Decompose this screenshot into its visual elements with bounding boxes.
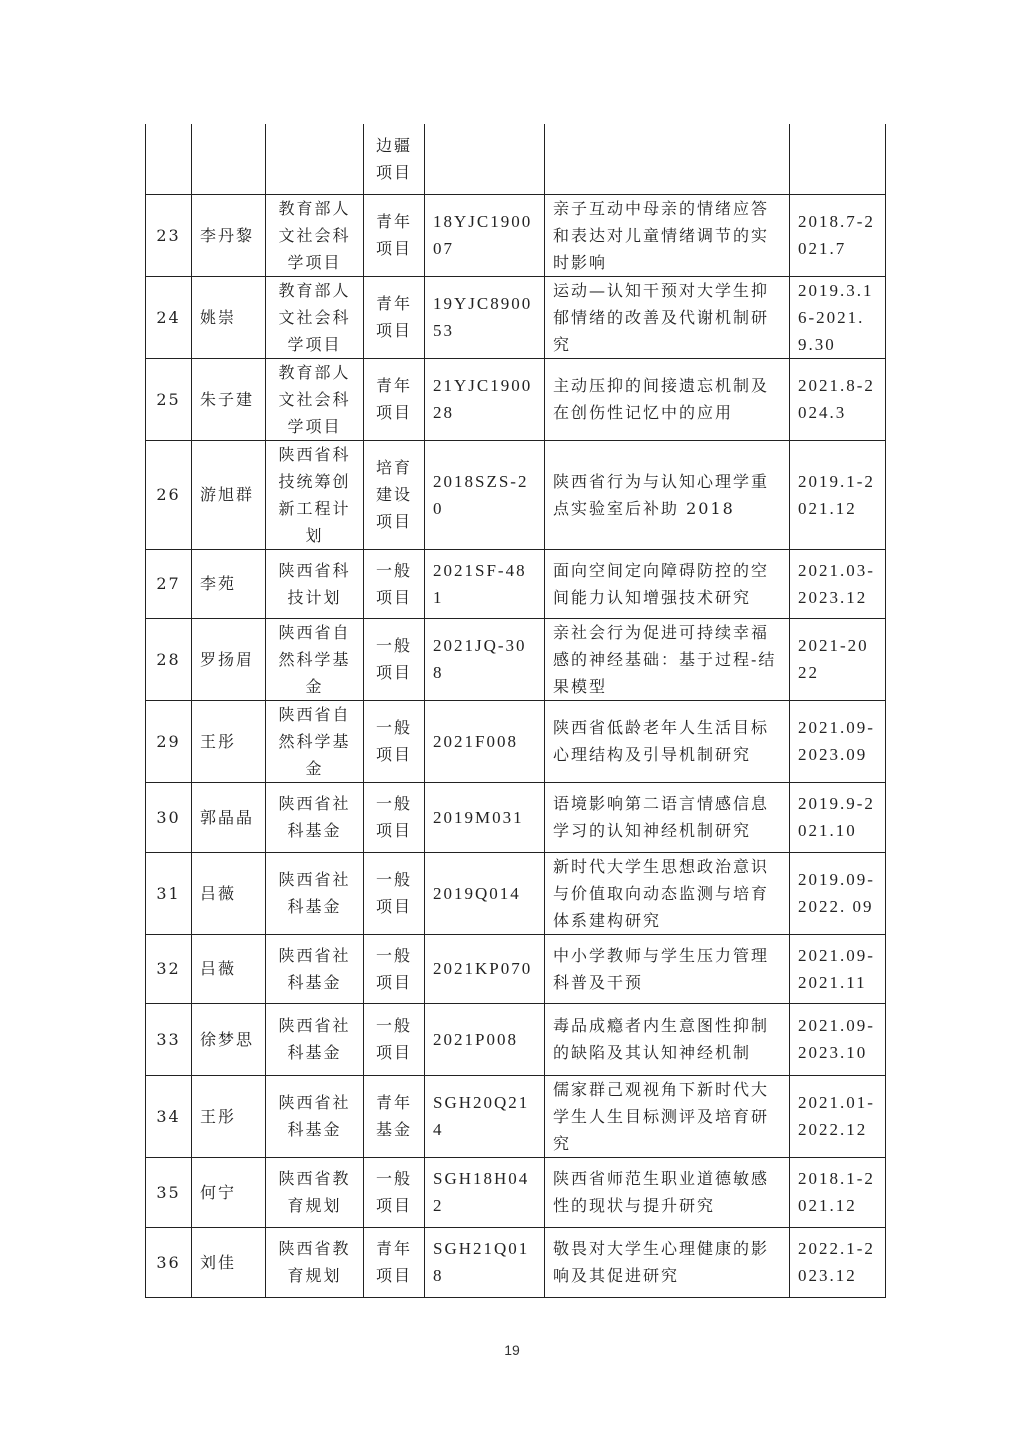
- table-row: [146, 852, 886, 934]
- project-title: 主动压抑的间接遗忘机制及在创伤性记忆中的应用: [545, 358, 790, 440]
- project-period: 2019.9-2021.10: [790, 782, 886, 852]
- project-period: 2019.1-2021.12: [790, 440, 886, 549]
- project-title: 中小学教师与学生压力管理科普及干预: [545, 934, 790, 1003]
- funding-source: 教育部人文社会科学项目: [266, 194, 364, 276]
- project-period: 2021.09-2021.11: [790, 934, 886, 1003]
- table-row: [146, 1227, 886, 1297]
- table-row: [146, 934, 886, 1003]
- row-number: 32: [146, 934, 192, 1003]
- project-period: 2021.8-2024.3: [790, 358, 886, 440]
- project-code: 2019Q014: [425, 852, 545, 934]
- project-code: 2021SF-481: [425, 549, 545, 618]
- leader-name: 徐梦思: [192, 1003, 266, 1075]
- project-code: 18YJC190007: [425, 194, 545, 276]
- project-type: 一般项目: [364, 852, 425, 934]
- row-number: 33: [146, 1003, 192, 1075]
- table-row: [146, 549, 886, 618]
- project-code: [425, 124, 545, 194]
- project-title: 亲社会行为促进可持续幸福感的神经基础：基于过程-结果模型: [545, 618, 790, 700]
- row-number: 31: [146, 852, 192, 934]
- project-period: 2021.03-2023.12: [790, 549, 886, 618]
- leader-name: 郭晶晶: [192, 782, 266, 852]
- project-title: 新时代大学生思想政治意识与价值取向动态监测与培育体系建构研究: [545, 852, 790, 934]
- project-title: 面向空间定向障碍防控的空间能力认知增强技术研究: [545, 549, 790, 618]
- project-code: 2021JQ-308: [425, 618, 545, 700]
- project-code: 21YJC190028: [425, 358, 545, 440]
- table-row: [146, 1157, 886, 1227]
- project-title: 毒品成瘾者内生意图性抑制的缺陷及其认知神经机制: [545, 1003, 790, 1075]
- funding-source: 陕西省社科基金: [266, 934, 364, 1003]
- leader-name: 罗扬眉: [192, 618, 266, 700]
- project-period: 2018.1-2021.12: [790, 1157, 886, 1227]
- project-type: 一般项目: [364, 618, 425, 700]
- page-number: 19: [504, 1342, 520, 1358]
- funding-source: 陕西省社科基金: [266, 852, 364, 934]
- project-table: [145, 124, 886, 1298]
- project-table-body: [146, 124, 886, 1297]
- funding-source: [266, 124, 364, 194]
- row-number: 30: [146, 782, 192, 852]
- table-row: [146, 194, 886, 276]
- project-code: SGH18H042: [425, 1157, 545, 1227]
- project-title: 敬畏对大学生心理健康的影响及其促进研究: [545, 1227, 790, 1297]
- table-row: [146, 1075, 886, 1157]
- project-period: [790, 124, 886, 194]
- project-title: 运动—认知干预对大学生抑郁情绪的改善及代谢机制研究: [545, 276, 790, 358]
- funding-source: 教育部人文社会科学项目: [266, 358, 364, 440]
- row-number: 27: [146, 549, 192, 618]
- project-type: 培育建设项目: [364, 440, 425, 549]
- row-number: 29: [146, 700, 192, 782]
- project-period: 2021-2022: [790, 618, 886, 700]
- project-period: 2018.7-2021.7: [790, 194, 886, 276]
- leader-name: 李苑: [192, 549, 266, 618]
- project-period: 2021.09-2023.09: [790, 700, 886, 782]
- leader-name: 王彤: [192, 1075, 266, 1157]
- funding-source: 陕西省自然科学基金: [266, 618, 364, 700]
- funding-source: 教育部人文社会科学项目: [266, 276, 364, 358]
- project-type: 一般项目: [364, 782, 425, 852]
- project-period: 2022.1-2023.12: [790, 1227, 886, 1297]
- project-title: [545, 124, 790, 194]
- project-type: 边疆项目: [364, 124, 425, 194]
- project-title: 陕西省低龄老年人生活目标心理结构及引导机制研究: [545, 700, 790, 782]
- project-code: SGH20Q214: [425, 1075, 545, 1157]
- project-type: 一般项目: [364, 700, 425, 782]
- row-number: 35: [146, 1157, 192, 1227]
- project-title: 陕西省行为与认知心理学重点实验室后补助 2018: [545, 440, 790, 549]
- project-type: 青年项目: [364, 1227, 425, 1297]
- leader-name: 何宁: [192, 1157, 266, 1227]
- project-period: 2019.3.16-2021.9.30: [790, 276, 886, 358]
- leader-name: 游旭群: [192, 440, 266, 549]
- row-number: 28: [146, 618, 192, 700]
- funding-source: 陕西省社科基金: [266, 782, 364, 852]
- project-type: 一般项目: [364, 934, 425, 1003]
- table-row: [146, 782, 886, 852]
- leader-name: 姚崇: [192, 276, 266, 358]
- project-title: 陕西省师范生职业道德敏感性的现状与提升研究: [545, 1157, 790, 1227]
- table-row: [146, 124, 886, 194]
- project-type: 青年项目: [364, 194, 425, 276]
- row-number: 34: [146, 1075, 192, 1157]
- project-type: 青年项目: [364, 358, 425, 440]
- funding-source: 陕西省科技统筹创新工程计划: [266, 440, 364, 549]
- row-number: [146, 124, 192, 194]
- leader-name: 朱子建: [192, 358, 266, 440]
- leader-name: 王彤: [192, 700, 266, 782]
- project-code: 2019M031: [425, 782, 545, 852]
- project-title: 亲子互动中母亲的情绪应答和表达对儿童情绪调节的实时影响: [545, 194, 790, 276]
- table-row: [146, 700, 886, 782]
- project-period: 2019.09-2022. 09: [790, 852, 886, 934]
- leader-name: 李丹黎: [192, 194, 266, 276]
- project-period: 2021.01-2022.12: [790, 1075, 886, 1157]
- project-period: 2021.09-2023.10: [790, 1003, 886, 1075]
- row-number: 36: [146, 1227, 192, 1297]
- project-code: 19YJC890053: [425, 276, 545, 358]
- table-row: [146, 358, 886, 440]
- row-number: 26: [146, 440, 192, 549]
- leader-name: 吕薇: [192, 934, 266, 1003]
- project-title: 儒家群己观视角下新时代大学生人生目标测评及培育研究: [545, 1075, 790, 1157]
- project-code: 2021P008: [425, 1003, 545, 1075]
- project-code: 2018SZS-20: [425, 440, 545, 549]
- leader-name: 刘佳: [192, 1227, 266, 1297]
- leader-name: [192, 124, 266, 194]
- row-number: 23: [146, 194, 192, 276]
- project-title: 语境影响第二语言情感信息学习的认知神经机制研究: [545, 782, 790, 852]
- funding-source: 陕西省教育规划: [266, 1227, 364, 1297]
- funding-source: 陕西省社科基金: [266, 1003, 364, 1075]
- funding-source: 陕西省科技计划: [266, 549, 364, 618]
- project-code: 2021KP070: [425, 934, 545, 1003]
- table-row: [146, 618, 886, 700]
- row-number: 24: [146, 276, 192, 358]
- row-number: 25: [146, 358, 192, 440]
- project-code: SGH21Q018: [425, 1227, 545, 1297]
- project-type: 一般项目: [364, 549, 425, 618]
- table-row: [146, 440, 886, 549]
- leader-name: 吕薇: [192, 852, 266, 934]
- project-code: 2021F008: [425, 700, 545, 782]
- funding-source: 陕西省社科基金: [266, 1075, 364, 1157]
- table-row: [146, 276, 886, 358]
- funding-source: 陕西省教育规划: [266, 1157, 364, 1227]
- project-type: 一般项目: [364, 1157, 425, 1227]
- project-type: 一般项目: [364, 1003, 425, 1075]
- project-type: 青年项目: [364, 276, 425, 358]
- project-type: 青年基金: [364, 1075, 425, 1157]
- funding-source: 陕西省自然科学基金: [266, 700, 364, 782]
- table-row: [146, 1003, 886, 1075]
